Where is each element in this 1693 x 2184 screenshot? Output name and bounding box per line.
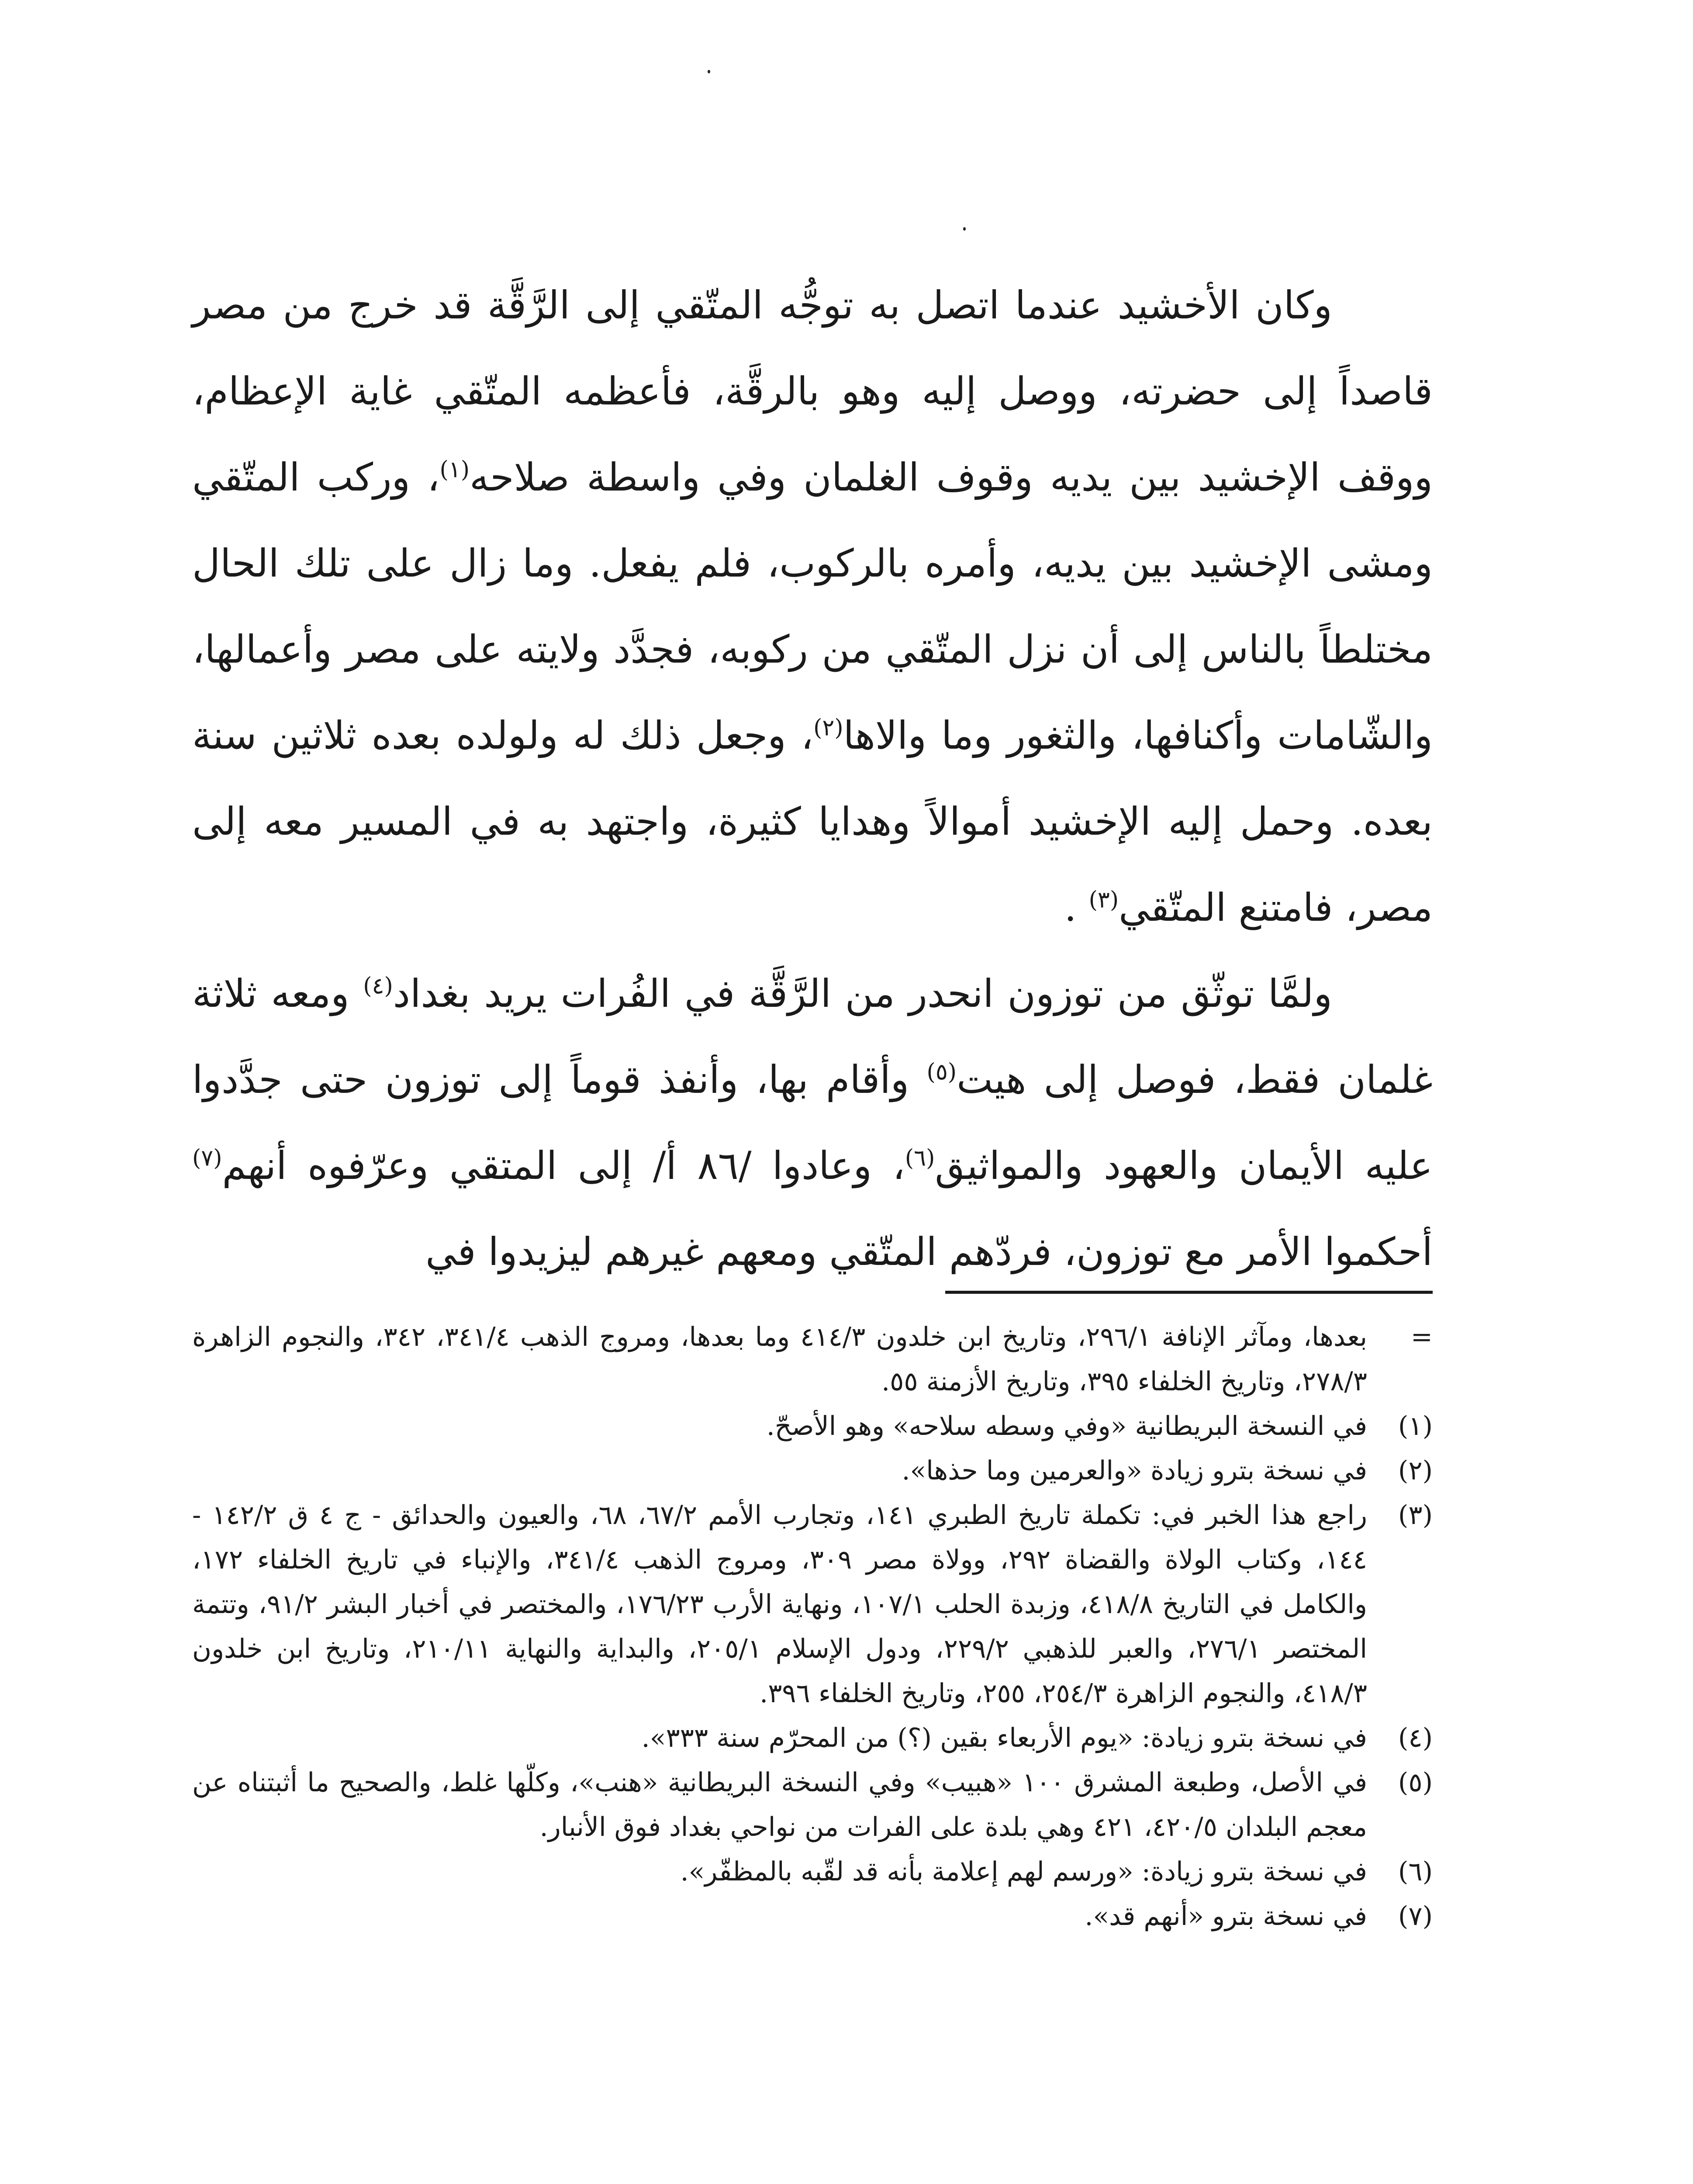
footnote-mark: (٧): [1398, 1901, 1433, 1932]
footnote-text: في الأصل، وطبعة المشرق ١٠٠ «هبيب» وفي النسخة البريطانية «هنب»، وكلّها غلط، والصحيح ما أثبتناه عن معجم البلدان ٤٢٠/٥، ٤٢١ وهي بلدة على الفرات من نواحي بغداد فوق الأنبار.: [192, 1767, 1368, 1842]
footnote-text: في نسخة بترو زيادة «والعرمين وما حذها».: [902, 1455, 1367, 1486]
paragraph-1: [192, 262, 1433, 950]
footnote-text: في نسخة بترو «أنهم قد».: [1085, 1901, 1367, 1932]
footnote-ref[interactable]: (٤): [363, 973, 393, 999]
footnote-mark: (٢): [1398, 1455, 1433, 1486]
footnote-mark: =: [1410, 1322, 1433, 1352]
text-line: وكان الأخشيد عندما اتصل به توجُّه المتّقي إلى الرَّقَّة قد خرج من مصر: [192, 283, 1332, 328]
footnotes: [192, 1315, 1433, 1939]
footnote-mark: (٤): [1398, 1723, 1433, 1753]
text-line: ثلاثة غلمان فقط، فوصل إلى هيت: [192, 971, 1433, 1102]
footnote-continued: [192, 1315, 1433, 1404]
footnote-mark: (٦): [1398, 1856, 1433, 1887]
paper-speck: [708, 70, 710, 73]
text-line: تلك الحال مختلطاً بالناس إلى أن نزل المتّقي من ركوبه، فجدَّد ولايته على: [192, 541, 1433, 672]
footnote-mark: (٣): [1398, 1500, 1433, 1531]
footnote-mark: (١): [1398, 1411, 1433, 1441]
text-line: ولمَّا توثّق من توزون انحدر من الرَّقَّة في الفُرات يريد بغداد: [393, 971, 1332, 1016]
text-line: مصر وأعمالها، والشّامات وأكنافها، والثغور وما والاها: [192, 627, 1433, 758]
text-line: ولولده بعده ثلاثين سنة بعده. وحمل إليه الإخشيد أموالاً وهدايا كثيرة،: [192, 713, 1433, 844]
text-line: قاصداً إلى حضرته، ووصل إليه وهو بالرقَّة، فأعظمه المتّقي غاية الإعظام،: [192, 369, 1433, 414]
text-line: ، وركب: [317, 455, 440, 500]
footnote-text: راجع هذا الخبر في: تكملة تاريخ الطبري ١٤١، وتجارب الأمم ٦٧/٢، ٦٨، والعيون والحدائق - ج ٤ ق ١٤٢/٢ - ١٤٤، وكتاب الولاة والقضاة ٢٩٢، وولاة مصر ٣٠٩، ومروج الذهب ٣٤١/٤، والإنباء في تاريخ الخلفاء ١٧٢، والكامل في التاريخ ٤١٨/٨، وزبدة الحلب ١٠٧/١، ونهاية الأرب ١٧٦/٢٣، والمختصر في أخبار البشر ٩١/٢، وتتمة المختصر ٢٧٦/١، والعبر للذهبي ٢٢٩/٢، ودول الإسلام ٢٠٥/١، والبداية والنهاية ٢١٠/١١، وتاريخ ابن خلدون ٤١٨/٣، والنجوم الزاهرة ٢٥٤/٣، ٢٥٥، وتاريخ الخلفاء ٣٩٦.: [192, 1500, 1368, 1709]
text-line: ووقف الإخشيد بين يديه وقوف الغلمان وفي واسطة صلاحه: [470, 455, 1433, 500]
footnote-separator: [945, 1291, 1433, 1294]
text-line: أحكموا الأمر مع توزون، فردّهم المتّقي ومعهم غيرهم ليزيدوا في: [425, 1229, 1433, 1274]
footnote-1: [192, 1404, 1433, 1448]
text-line: وأقام بها، وأنفذ قوماً إلى توزون حتى: [300, 1057, 927, 1102]
footnote-ref[interactable]: (٥): [926, 1059, 957, 1085]
footnote-ref[interactable]: (٢): [813, 715, 843, 741]
footnote-ref[interactable]: (٧): [192, 1145, 222, 1171]
text-line: .: [1064, 885, 1089, 930]
text-line: ، وجعل ذلك له: [573, 713, 814, 758]
text-line: المتّقي ومشى الإخشيد بين يديه، وأمره بالركوب، فلم يفعل. وما زال على: [192, 455, 1433, 586]
footnote-ref[interactable]: (٣): [1088, 887, 1119, 913]
footnote-text: في النسخة البريطانية «وفي وسطه سلاحه» وهو الأصحّ.: [766, 1411, 1367, 1441]
footnote-3: [192, 1493, 1433, 1716]
footnote-ref[interactable]: (١): [439, 456, 470, 483]
footnote-4: [192, 1716, 1433, 1760]
footnote-2: [192, 1448, 1433, 1493]
text-line: أنهم: [222, 1143, 287, 1188]
footnote-text: في نسخة بترو زيادة: «ورسم لهم إعلامة بأنه قد لقّبه بالمظفّر».: [680, 1856, 1367, 1887]
footnote-mark: (٥): [1398, 1767, 1433, 1798]
footnote-5: [192, 1760, 1433, 1849]
footnote-6: [192, 1849, 1433, 1894]
text-line: واجتهد به في المسير معه إلى مصر، فامتنع المتّقي: [192, 799, 1433, 930]
main-text: [192, 262, 1433, 1295]
footnote-ref[interactable]: (٦): [905, 1145, 935, 1171]
paragraph-2: [192, 950, 1433, 1295]
text-line: ، وعادوا /٨٦ أ/ إلى المتقي وعرّفوه: [308, 1143, 905, 1188]
footnote-text: في نسخة بترو زيادة: «يوم الأربعاء بقين (؟) من المحرّم سنة ٣٣٣».: [641, 1723, 1367, 1753]
footnote-7: [192, 1894, 1433, 1939]
footnote-text: بعدها، ومآثر الإنافة ٢٩٦/١، وتاريخ ابن خلدون ٤١٤/٣ وما بعدها، ومروج الذهب ٣٤١/٤، ٣٤٢، والنجوم الزاهرة ٢٧٨/٣، وتاريخ الخلفاء ٣٩٥، وتاريخ الأزمنة ٥٥.: [192, 1322, 1368, 1397]
text-line: ومعه: [271, 971, 363, 1016]
paper-speck: [963, 227, 966, 231]
text-line: جدَّدوا عليه الأيمان والعهود والمواثيق: [192, 1057, 1433, 1188]
